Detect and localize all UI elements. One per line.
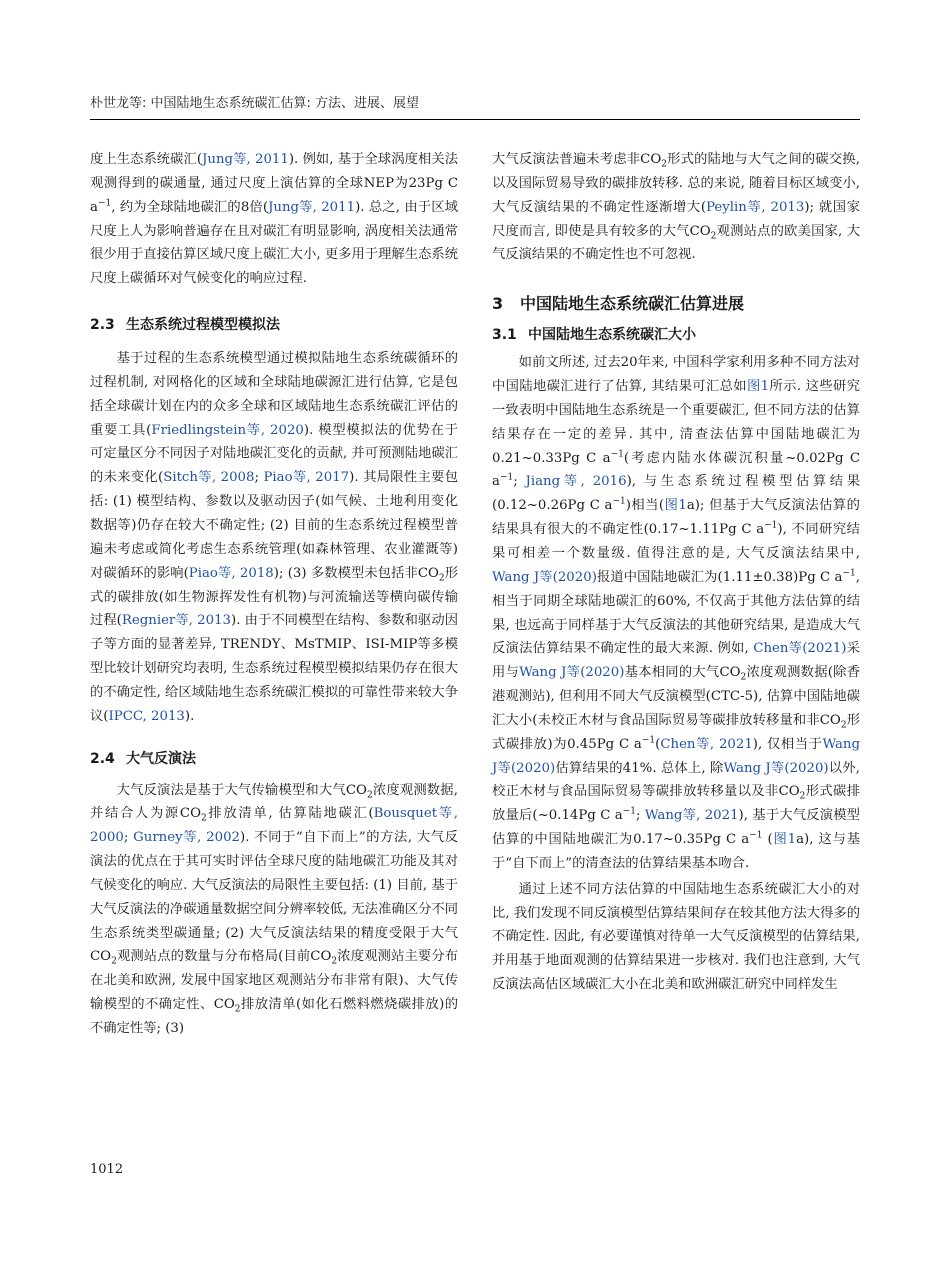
figure-link[interactable]: 图1 — [772, 832, 797, 848]
citation-link[interactable]: IPCC, 2013 — [108, 708, 185, 724]
running-header: 朴世龙等: 中国陆地生态系统碳汇估算: 方法、进展、展望 — [90, 96, 420, 111]
page-number: 1012 — [90, 1162, 124, 1177]
citation-link[interactable]: Jung等, 2011 — [268, 199, 356, 215]
citation-link[interactable]: Gurney等, 2002 — [133, 830, 240, 846]
header-rule — [90, 119, 860, 120]
citation-link[interactable]: Regnier等, 2013 — [121, 613, 231, 629]
figure-link[interactable]: 图1 — [664, 498, 687, 514]
citation-link[interactable]: Wang等, 2021 — [644, 808, 739, 824]
paragraph-right-2: 如前文所述, 过去20年来, 中国科学家利用多种不同方法对中国陆地碳汇进行了估算, 其结果可汇总如图1所示. 这些研究一致表明中国陆地生态系统是一个重要碳汇, 但不同方法的估算结果存在一定的差异. 其中, 清查法估算中国陆地碳汇为0.21~0.33Pg C $a^{-1}$(考虑内陆水体碳沉积量~0.02Pg C $a^{-1}$; Jiang等, 2016), 与生态系统过程模型估算结果(0.12~0.26Pg C $a^{-1}$)相当(图1a); 但基于大气反演法估算的结果具有很大的不确定性(0.17~1.11Pg C $a^{-1}$), 不同研究结果可相差一个数量级. 值得注意的是, 大气反演法结果中, Wang J等(2020)报道中国陆地碳汇为(1.11±0.38)Pg C $a^{-1}$, 相当于同期全球陆地碳汇的60%, 不仅高于其他方法估算的结果, 也远高于同样基于大气反演法的其他研究结果, 是造成大气反演法估算结果不确定性的最大来源. 例如, Chen等(2021)采用与Wang J等(2020)基本相同的大气$CO_2$浓度观测数据(除香港观测站), 但利用不同大气反演模型(CTC-5), 估算中国陆地碳汇大小(未校正木材与食品国际贸易等碳排放转移量和非$CO_2$形式碳排放)为0.45Pg C $a^{-1}(Chen$等, 2021), 仅相当于Wang J等(2020)估算结果的41%. 总体上, 除Wang J等(2020)以外, 校正木材与食品国际贸易等碳排放转移量以及非$CO_2$形式碳排放量后(~0.14Pg C $a^{-1}$; Wang等, 2021), 基于大气反演模型估算的中国陆地碳汇为0.17~0.35Pg C $a^{-1}$ (图1a), 这与基于“自下而上”的清查法的估算结果基本吻合. — [492, 355, 861, 871]
paragraph-right-3: 通过上述不同方法估算的中国陆地生态系统碳汇大小的对比, 我们发现不同反演模型估算结果间存在较其他方法大得多的不确定性. 因此, 有必要谨慎对待单一大气反演模型的估算结果, 并用基于地面观测的估算结果进一步核对. 我们也注意到, 大气反演法高估区域碳汇大小在北美和欧洲碳汇研究中同样发生 — [492, 881, 860, 993]
citation-link[interactable]: Piao等, 2017 — [263, 470, 350, 486]
citation-link[interactable]: Wang J等(2020) — [519, 665, 625, 681]
citation-link[interactable]: Bousquet等, 2000 — [90, 806, 458, 846]
left-column — [90, 148, 458, 1041]
citation-link[interactable]: Jung等, 2011 — [202, 152, 289, 167]
section-2-3-heading: 2.3 生态系统过程模型模拟法 — [90, 317, 280, 334]
citation-link[interactable]: Sitch等, 2008 — [163, 470, 255, 486]
citation-link[interactable]: Peylin等, 2013 — [706, 199, 805, 215]
section-3-heading: 3 中国陆地生态系统碳汇估算进展 — [492, 294, 745, 314]
citation-link[interactable]: Jiang等, 2016 — [525, 474, 627, 490]
citation-link[interactable]: Piao等, 2018 — [188, 565, 274, 581]
citation-link[interactable]: Wang J等(2020) — [492, 736, 860, 776]
section-2-4-heading: 2.4 大气反演法 — [90, 750, 196, 767]
citation-link[interactable]: Friedlingstein等, 2020 — [151, 422, 304, 438]
paragraph-left-3: 大气反演法是基于大气传输模型和大气$CO_2$浓度观测数据, 并结合人为源$CO_2$排放清单, 估算陆地碳汇(Bousquet等, 2000; Gurney等, 2002). 不同于“自下而上”的方法, 大气反演法的优点在于其可实时评估全球尺度的陆地碳汇功能及其对气候变化的响应. 大气反演法的局限性主要包括: (1) 目前, 基于大气反演法的净碳通量数据空间分辨率较低, 无法准确区分不同生态系统类型碳通量; (2) 大气反演法结果的精度受限于大气$CO_2$观测站点的数量与分布格局(目前$CO_2$浓度观测站主要分布在北美和欧洲, 发展中国家地区观测站分布非常有限)、大气传输模型的不确定性、$CO_2$排放清单(如化石燃料燃烧碳排放)的不确定性等; (3) — [90, 782, 459, 1036]
citation-link[interactable]: Wang J等(2020) — [492, 569, 597, 585]
section-3-1-heading: 3.1 中国陆地生态系统碳汇大小 — [492, 327, 696, 344]
citation-link[interactable]: Chen等, 2021 — [660, 736, 753, 752]
citation-link[interactable]: Chen等(2021) — [753, 641, 847, 657]
figure-link[interactable]: 图1 — [746, 379, 770, 395]
paragraph-right-1: 大气反演法普遍未考虑非$CO_2$形式的陆地与大气之间的碳交换, 以及国际贸易导致的碳排放转移. 总的来说, 随着目标区域变小, 大气反演结果的不确定性逐渐增大(Peylin等, 2013); 就国家尺度而言, 即使是具有较多的大气$CO_2$观测站点的欧美国家, 大气反演结果的不确定性也不可忽视. — [492, 152, 861, 263]
right-column — [492, 148, 860, 997]
paragraph-left-2: 基于过程的生态系统模型通过模拟陆地生态系统碳循环的过程机制, 对网格化的区域和全球陆地碳源汇进行估算, 它是包括全球碳计划在内的众多全球和区域陆地生态系统碳汇评估的重要工具(Friedlingstein等, 2020). 模型模拟法的优势在于可定量区分不同因子对陆地碳汇变化的贡献, 并可预测陆地碳汇的未来变化(Sitch等, 2008; Piao等, 2017). 其局限性主要包括: (1) 模型结构、参数以及驱动因子(如气候、土地利用变化数据等)仍存在较大不确定性; (2) 目前的生态系统过程模型普遍未考虑或简化考虑生态系统管理(如森林管理、农业灌溉等)对碳循环的影响(Piao等, 2018); (3) 多数模型未包括非$CO_2$形式的碳排放(如生物源挥发性有机物)与河流输送等横向碳传输过程(Regnier等, 2013). 由于不同模型在结构、参数和驱动因子等方面的显著差异, TRENDY、MsTMIP、ISI-MIP等多模型比较计划研究均表明, 生态系统过程模型模拟结果仍存在很大的不确定性, 给区域陆地生态系统碳汇模拟的可靠性带来较大争议(IPCC, 2013). — [90, 351, 459, 724]
paragraph-left-1: 度上生态系统碳汇(Jung等, 2011). 例如, 基于全球涡度相关法观测得到的碳通量, 通过尺度上演估算的全球NEP为23Pg C $a^{-1}$, 约为全球陆地碳汇的8倍(Jung等, 2011). 总之, 由于区域尺度上人为影响普遍存在且对碳汇有明显影响, 涡度相关法通常很少用于直接估算区域尺度上碳汇大小, 更多用于理解生态系统尺度上碳循环对气候变化的响应过程. — [90, 152, 459, 287]
citation-link[interactable]: Wang J等(2020) — [723, 760, 829, 776]
